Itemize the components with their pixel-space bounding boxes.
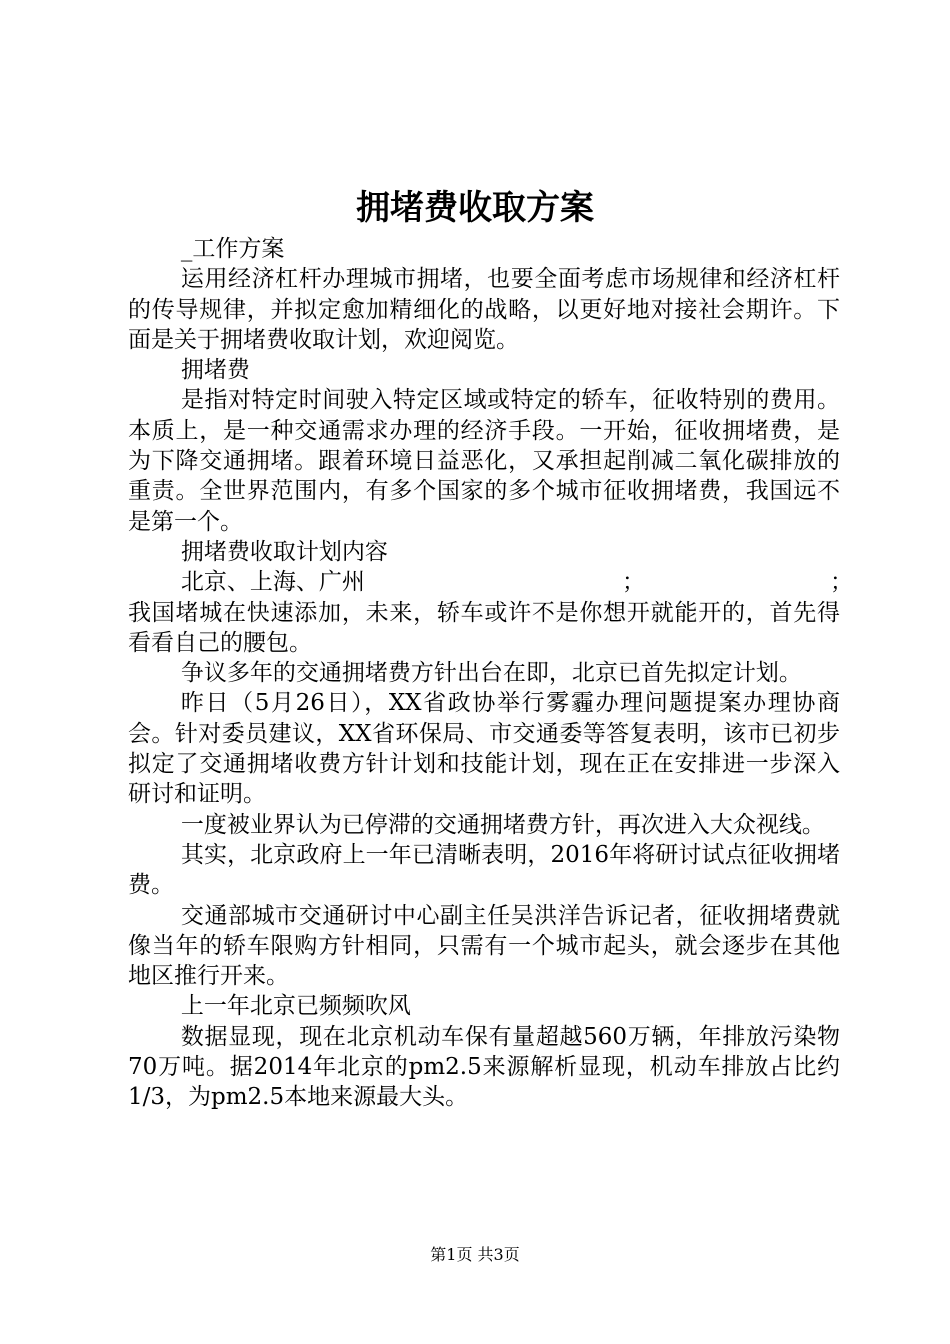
paragraph-public-view: 一度被业界认为已停滞的交通拥堵费方针，再次进入大众视线。 <box>180 811 825 838</box>
paragraph-expert: 交通部城市交通研讨中心副主任吴洪洋告诉记者，征收拥堵费就像当年的轿车限购方针相同，只需有一个城市起头，就会逐步在其他地区推行开来。 <box>128 902 840 990</box>
paragraph-beijing-2016: 其实，北京政府上一年已清晰表明，2016年将研讨试点征收拥堵费。 <box>128 841 840 899</box>
paragraph-traffic-cities: 我国堵城在快速添加，未来，轿车或许不是你想开就能开的，首先得看看自己的腰包。 <box>128 599 840 656</box>
page-title: 拥堵费收取方案 <box>356 188 594 228</box>
paragraph-intro: 运用经济杠杆办理城市拥堵，也要全面考虑市场规律和经济杠杆的传导规律，并拟定愈加精细化的战略，以更好地对接社会期许。下面是关于拥堵费收取计划，欢迎阅览。 <box>128 266 840 353</box>
paragraph-definition: 是指对特定时间驶入特定区域或特定的轿车，征收特别的费用。本质上，是一种交通需求办理的经济手段。一开始，征收拥堵费，是为下降交通拥堵。跟着环境日益恶化，又承担起削减二氧化碳排放的重责。全世界范围内，有多个国家的多个城市征收拥堵费，我国远不是第一个。 <box>128 387 840 535</box>
section-heading-beijing: 上一年北京已频频吹风 <box>180 993 411 1020</box>
page-number: 第1页 共3页 <box>430 1245 520 1264</box>
section-heading-plan-content: 拥堵费收取计划内容 <box>180 538 388 565</box>
subtitle-line: _工作方案 <box>180 236 285 262</box>
semicolon-mark: ； <box>622 569 645 596</box>
paragraph-data: 数据显现，现在北京机动车保有量超越560万辆，年排放污染物70万吨。据2014年北京的pm2.5来源解析显现，机动车排放占比约1/3，为pm2.5本地来源最大头。 <box>128 1023 840 1111</box>
paragraph-policy: 争议多年的交通拥堵费方针出台在即，北京已首先拟定计划。 <box>180 660 802 687</box>
semicolon-mark: ； <box>830 569 853 596</box>
document-body <box>128 234 853 1113</box>
cities-line <box>128 567 853 597</box>
paragraph-meeting: 昨日（5月26日），XX省政协举行雾霾办理问题提案办理协商会。针对委员建议，XX省环保局、市交通委等答复表明，该市已初步拟定了交通拥堵收费方针计划和技能计划，现在正在安排进一步深入研讨和证明。 <box>128 690 840 808</box>
cities-text: 北京、上海、广州 <box>180 569 365 596</box>
section-heading-congestion-fee: 拥堵费 <box>180 357 250 384</box>
